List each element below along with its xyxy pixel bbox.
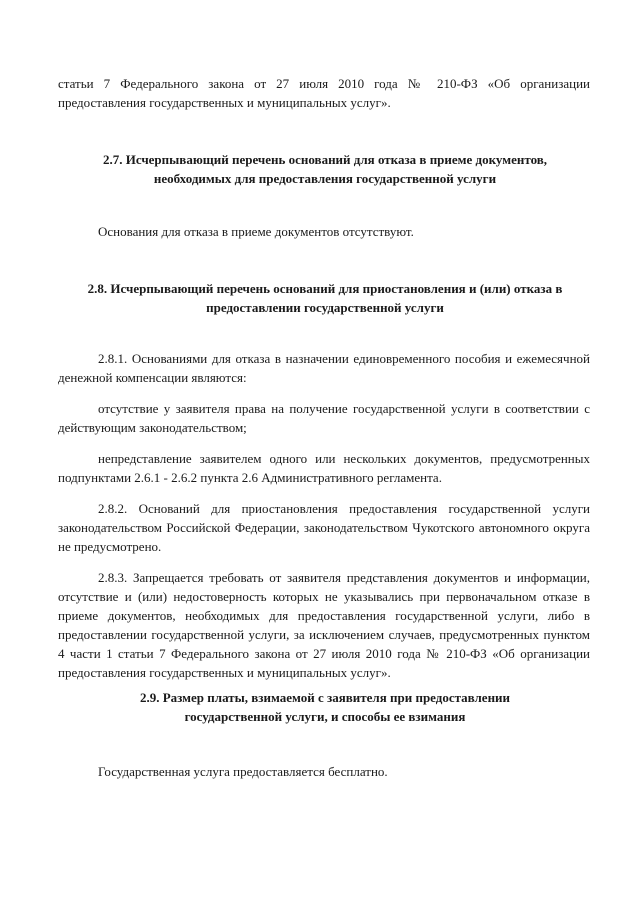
intro-text: статьи 7 Федерального закона от 27 июля 2010 года № 210-ФЗ «Об организации предоставления государственных и муниципальных услуг». xyxy=(58,76,590,110)
section-2-9-heading: 2.9. Размер платы, взимаемой с заявителя при предоставлении государственной услуги, и способы ее взимания xyxy=(139,690,511,724)
section-2-8-p1: 2.8.1. Основаниями для отказа в назначении единовременного пособия и ежемесячной денежной компенсации являются: xyxy=(58,351,590,385)
section-2-8-p2: отсутствие у заявителя права на получение государственной услуги в соответствии с действующим законодательством; xyxy=(58,401,590,435)
section-2-8-body xyxy=(58,349,590,682)
section-2-7-text: Основания для отказа в приеме документов отсутствуют. xyxy=(98,224,414,239)
section-2-7-body xyxy=(58,222,590,241)
section-2-8-heading: 2.8. Исчерпывающий перечень оснований для приостановления и (или) отказа в предоставлении государственной услуги xyxy=(87,281,563,315)
section-2-8-p3: непредставление заявителем одного или нескольких документов, предусмотренных подпунктами 2.6.1 - 2.6.2 пункта 2.6 Административного регламента. xyxy=(58,451,590,485)
intro-paragraph xyxy=(58,74,590,112)
section-2-9-text: Государственная услуга предоставляется бесплатно. xyxy=(98,764,388,779)
section-2-9-body xyxy=(58,762,590,781)
section-2-7-heading: 2.7. Исчерпывающий перечень оснований для отказа в приеме документов, необходимых для предоставления государственной услуги xyxy=(102,152,548,186)
section-2-8-p5: 2.8.3. Запрещается требовать от заявителя представления документов и информации, отсутствие и (или) недостоверность которых не указывались при первоначальном отказе в приеме документов, необходимых для предоставления государственной услуги, либо в предоставлении государственной услуги, за исключением случаев, предусмотренных пунктом 4 части 1 статьи 7 Федерального закона от 27 июля 2010 года № 210-ФЗ «Об организации предоставления государственных и муниципальных услуг». xyxy=(58,570,590,680)
section-2-8-p4: 2.8.2. Оснований для приостановления предоставления государственной услуги законодательством Российской Федерации, законодательством Чукотского автономного округа не предусмотрено. xyxy=(58,501,590,554)
